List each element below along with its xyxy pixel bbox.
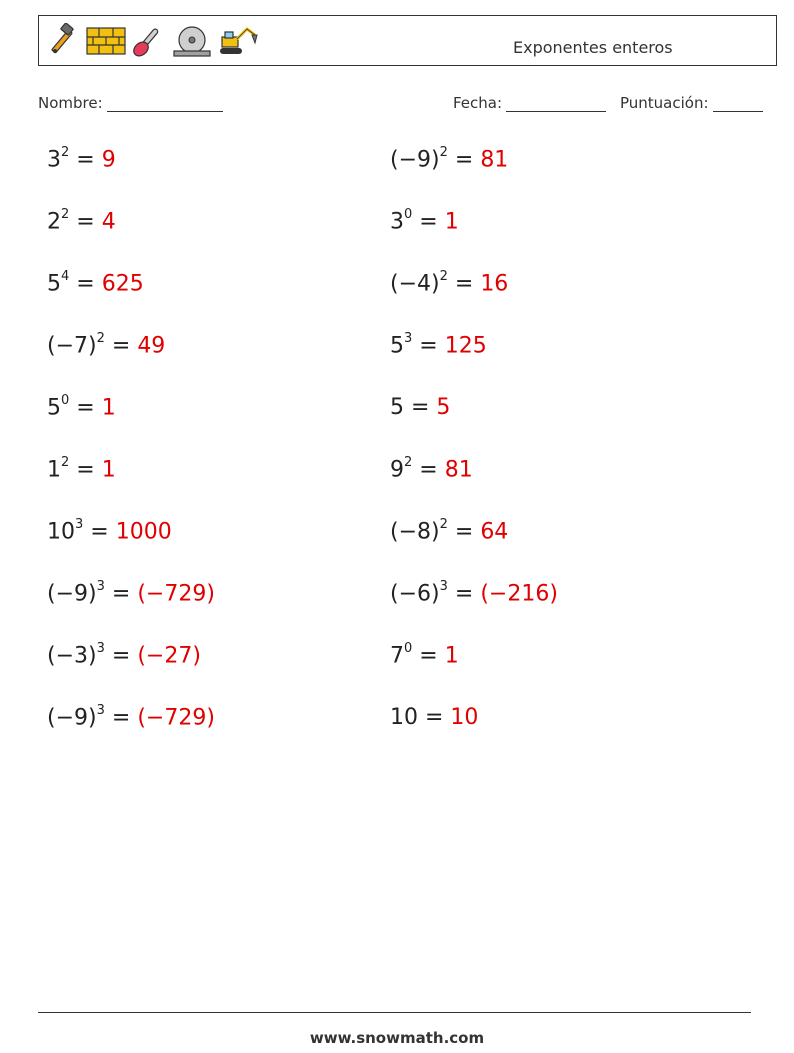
problem-base: 5 [390,333,404,359]
problem-item [47,519,172,544]
equals-sign: = [104,705,138,731]
problem-base: 5 [47,395,61,421]
footer-url: www.snowmath.com [309,1029,485,1047]
problem-base: (−4) [390,271,440,297]
problem-answer: 10 [450,705,479,730]
problem-item [47,333,165,358]
equals-sign: = [447,519,481,545]
equals-sign: = [69,395,102,421]
problem-exponent: 2 [61,207,70,222]
equals-sign: = [104,643,138,669]
problem-exponent: 0 [404,641,413,656]
problem-answer: 4 [101,209,116,235]
equals-sign: = [69,271,102,297]
equals-sign: = [412,643,445,669]
problem-exponent: 4 [61,269,70,284]
equals-sign: = [447,271,481,297]
problem-answer: 5 [436,395,451,420]
problem-exponent: 2 [61,145,70,160]
problem-base: 7 [390,643,404,669]
problem-answer: 81 [444,457,473,483]
problem-item [390,457,473,482]
problem-item [390,643,459,668]
problem-item [47,457,116,482]
problem-answer: 9 [101,147,116,173]
equals-sign: = [69,147,102,173]
problem-item [47,705,215,730]
problem-item [47,581,215,606]
circular-saw-icon [171,23,213,59]
pipe-wrench-icon [45,23,81,59]
problem-base: (−6) [390,581,440,607]
equals-sign: = [418,705,451,730]
equals-sign: = [447,581,481,607]
date-blank [506,95,606,112]
problem-base: (−8) [390,519,440,545]
equals-sign: = [412,209,445,235]
problem-exponent: 2 [439,517,448,532]
problem-base: 5 [47,271,61,297]
problem-item [390,147,508,172]
problem-base: (−9) [390,147,440,173]
equals-sign: = [447,147,481,173]
problem-item [390,705,478,730]
problem-answer: 125 [444,333,487,359]
problem-exponent: 2 [439,269,448,284]
problem-answer: (−729) [137,581,215,607]
problem-answer: 81 [480,147,509,173]
problem-exponent: 3 [96,641,105,656]
equals-sign: = [104,581,138,607]
equals-sign: = [104,333,138,359]
date-label: Fecha: [453,94,503,112]
problem-base: 1 [47,457,61,483]
problem-base: 10 [47,519,75,545]
problem-answer: 1 [101,457,116,483]
problem-answer: 1 [444,209,459,235]
problem-answer: 1 [101,395,116,421]
problem-item [390,271,508,296]
problem-item [47,395,116,420]
problem-base: 2 [47,209,61,235]
problem-base: 9 [390,457,404,483]
name-field [38,94,223,112]
header-box [38,15,777,66]
problem-answer: 1 [444,643,459,669]
problem-exponent: 3 [439,579,448,594]
problem-item [47,271,144,296]
problem-exponent: 0 [61,393,70,408]
problem-item [47,643,201,668]
problem-base: 5 [390,395,404,420]
problem-exponent: 2 [404,455,413,470]
score-label: Puntuación: [620,94,709,112]
problem-base: 10 [390,705,418,730]
name-blank [107,95,223,112]
worksheet-title: Exponentes enteros [513,38,673,57]
problem-base: (−9) [47,705,97,731]
problem-answer: (−27) [137,643,201,669]
problem-exponent: 3 [96,703,105,718]
problem-exponent: 0 [404,207,413,222]
problem-base: (−3) [47,643,97,669]
problem-exponent: 2 [96,331,105,346]
problem-exponent: 3 [75,517,84,532]
problem-answer: 625 [101,271,144,297]
name-label: Nombre: [38,94,103,112]
problem-answer: 49 [137,333,166,359]
problem-item [390,395,450,420]
problem-item [47,147,116,172]
excavator-icon [217,23,259,59]
problem-exponent: 2 [439,145,448,160]
problem-exponent: 3 [96,579,105,594]
score-blank [713,95,763,112]
header-icons [45,22,259,60]
problem-base: (−7) [47,333,97,359]
date-field [453,94,606,112]
problem-base: 3 [390,209,404,235]
equals-sign: = [69,209,102,235]
equals-sign: = [412,457,445,483]
equals-sign: = [69,457,102,483]
problem-answer: (−216) [480,581,558,607]
problem-item [390,333,487,358]
chainsaw-icon [131,23,167,59]
problem-answer: 1000 [115,519,172,545]
footer-divider [38,1012,751,1013]
equals-sign: = [404,395,437,420]
problem-base: 3 [47,147,61,173]
problem-answer: 16 [480,271,509,297]
problem-exponent: 3 [404,331,413,346]
problem-answer: 64 [480,519,509,545]
problem-item [390,519,508,544]
problem-base: (−9) [47,581,97,607]
brick-wall-icon [85,23,127,59]
equals-sign: = [83,519,116,545]
problem-item [390,209,459,234]
problem-answer: (−729) [137,705,215,731]
problem-item [47,209,116,234]
equals-sign: = [412,333,445,359]
problem-item [390,581,558,606]
problem-exponent: 2 [61,455,70,470]
score-field [620,94,763,112]
